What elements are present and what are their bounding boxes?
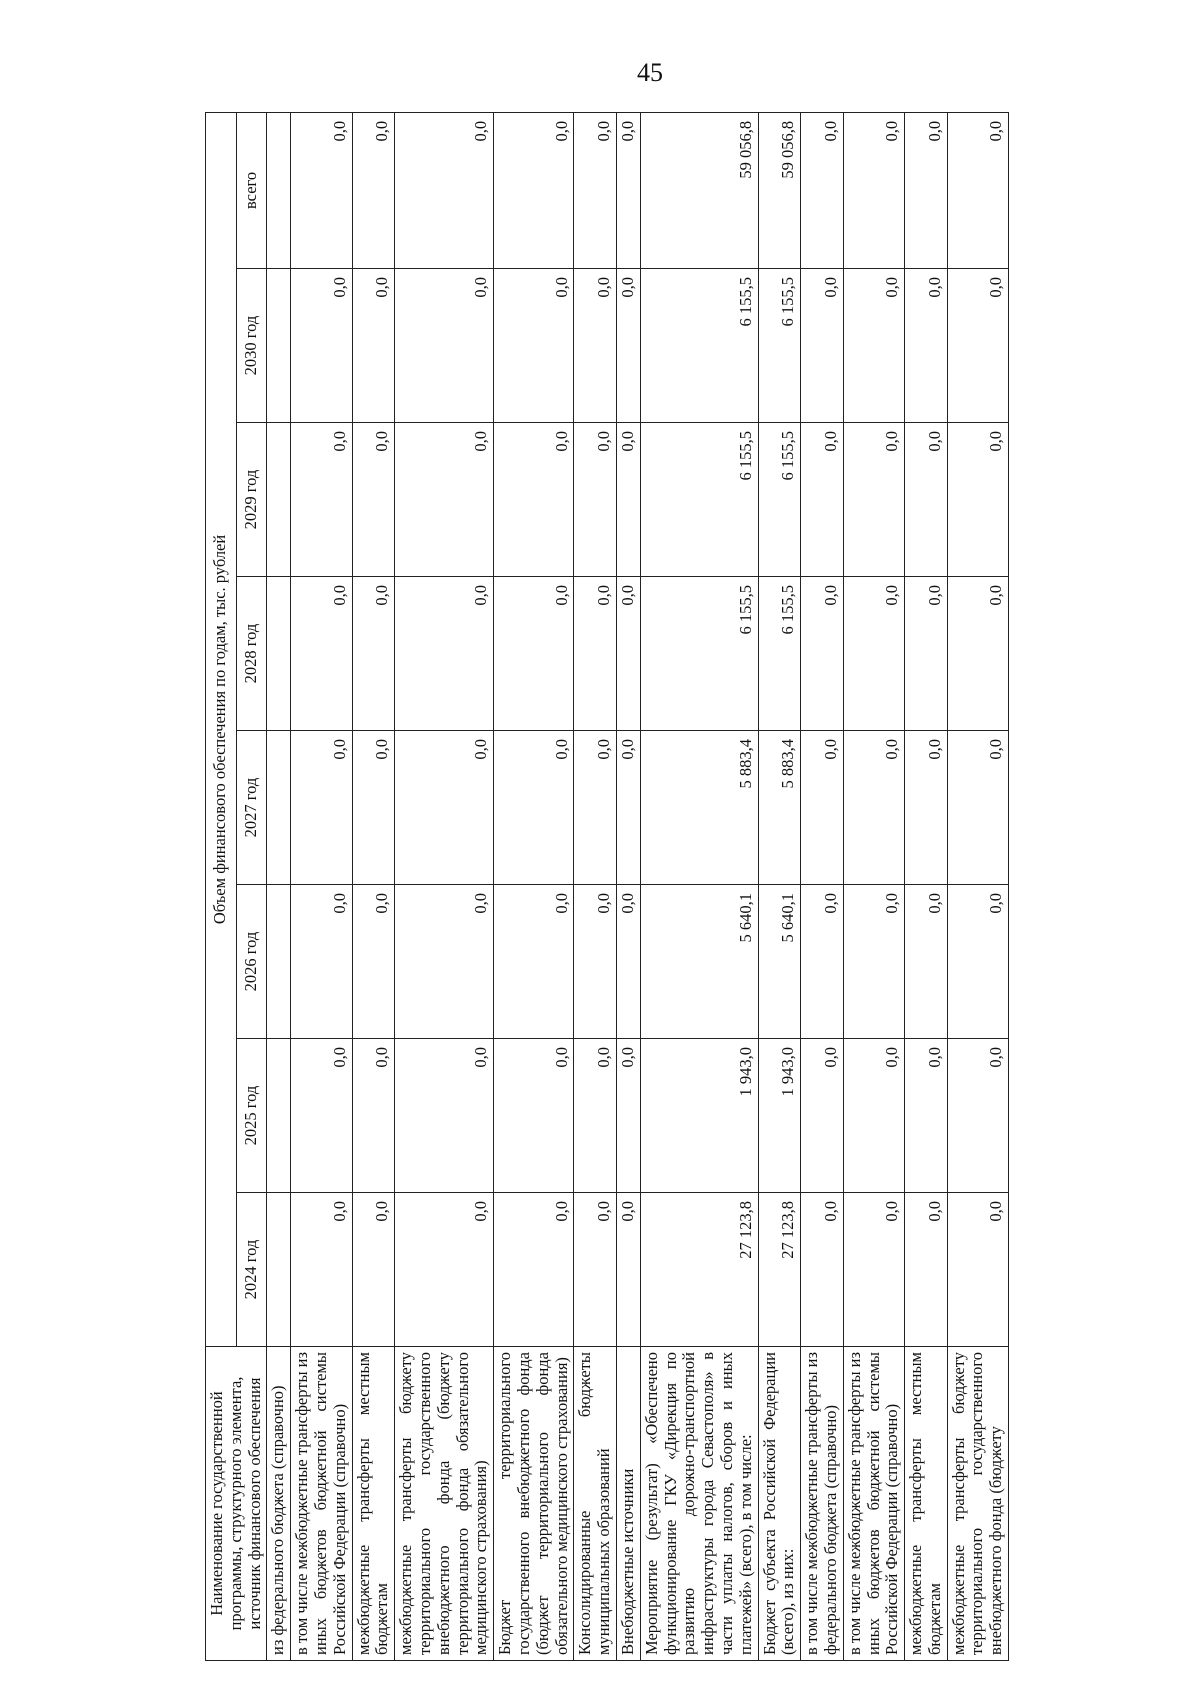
row-year-value: 0,0 bbox=[395, 423, 494, 577]
row-year-value bbox=[267, 731, 291, 885]
row-year-value: 0,0 bbox=[291, 577, 352, 731]
row-year-value: 6 155,5 bbox=[640, 423, 758, 577]
row-year-value: 0,0 bbox=[352, 577, 395, 731]
row-year-value: 0,0 bbox=[574, 1193, 617, 1347]
row-year-value: 0,0 bbox=[616, 885, 640, 1039]
table-row bbox=[758, 112, 801, 1660]
row-year-value: 0,0 bbox=[395, 269, 494, 423]
row-year-value: 0,0 bbox=[616, 731, 640, 885]
row-year-value: 0,0 bbox=[947, 885, 1008, 1039]
row-year-value: 0,0 bbox=[905, 731, 948, 885]
row-year-value: 0,0 bbox=[801, 269, 844, 423]
row-year-value: 0,0 bbox=[395, 731, 494, 885]
row-year-value: 0,0 bbox=[291, 269, 352, 423]
row-year-value: 0,0 bbox=[291, 423, 352, 577]
row-year-value: 6 155,5 bbox=[640, 577, 758, 731]
row-year-value: 0,0 bbox=[905, 1039, 948, 1193]
row-year-value: 0,0 bbox=[395, 885, 494, 1039]
row-year-value: 0,0 bbox=[801, 1039, 844, 1193]
row-year-value: 0,0 bbox=[574, 731, 617, 885]
header-year: 2028 год bbox=[236, 577, 267, 731]
financing-table bbox=[205, 112, 1009, 1661]
table-row bbox=[801, 112, 844, 1660]
row-total-value: 0,0 bbox=[291, 112, 352, 268]
header-year: 2024 год bbox=[236, 1193, 267, 1347]
header-year: 2025 год bbox=[236, 1039, 267, 1193]
row-year-value: 6 155,5 bbox=[758, 423, 801, 577]
table-row bbox=[843, 112, 904, 1660]
row-total-value: 0,0 bbox=[395, 112, 494, 268]
row-year-value: 0,0 bbox=[574, 577, 617, 731]
row-year-value: 0,0 bbox=[616, 269, 640, 423]
row-year-value: 5 883,4 bbox=[640, 731, 758, 885]
row-total-value: 0,0 bbox=[352, 112, 395, 268]
row-year-value: 0,0 bbox=[843, 1193, 904, 1347]
row-total-value: 0,0 bbox=[905, 112, 948, 268]
row-year-value: 5 883,4 bbox=[758, 731, 801, 885]
row-year-value: 0,0 bbox=[494, 423, 574, 577]
row-source-name: межбюджетные трансферты бюджету территориального государственного внебюджетного фонда (бюджету территориального фонда обязательного медицинского страхования) bbox=[395, 1347, 494, 1661]
row-source-name: межбюджетные трансферты бюджету территориального государственного внебюджетного фонда (бюджету bbox=[947, 1347, 1008, 1661]
header-year: 2026 год bbox=[236, 885, 267, 1039]
row-year-value: 0,0 bbox=[905, 1193, 948, 1347]
row-year-value: 0,0 bbox=[352, 423, 395, 577]
row-year-value: 0,0 bbox=[843, 1039, 904, 1193]
row-year-value bbox=[267, 423, 291, 577]
row-year-value: 0,0 bbox=[947, 1039, 1008, 1193]
header-year: 2030 год bbox=[236, 269, 267, 423]
row-year-value: 0,0 bbox=[801, 423, 844, 577]
row-total-value: 0,0 bbox=[843, 112, 904, 268]
row-year-value: 0,0 bbox=[947, 731, 1008, 885]
row-year-value: 5 640,1 bbox=[640, 885, 758, 1039]
row-source-name: Консолидированные бюджеты муниципальных образований bbox=[574, 1347, 617, 1661]
row-year-value: 0,0 bbox=[947, 1193, 1008, 1347]
row-year-value: 0,0 bbox=[291, 731, 352, 885]
row-year-value: 5 640,1 bbox=[758, 885, 801, 1039]
row-year-value: 0,0 bbox=[574, 885, 617, 1039]
row-year-value bbox=[267, 885, 291, 1039]
row-year-value: 0,0 bbox=[395, 1039, 494, 1193]
row-year-value bbox=[267, 1193, 291, 1347]
row-year-value: 0,0 bbox=[291, 1193, 352, 1347]
row-year-value: 0,0 bbox=[494, 1039, 574, 1193]
row-year-value: 6 155,5 bbox=[758, 269, 801, 423]
header-year: 2029 год bbox=[236, 423, 267, 577]
row-year-value: 0,0 bbox=[843, 423, 904, 577]
row-year-value: 0,0 bbox=[574, 1039, 617, 1193]
row-total-value: 0,0 bbox=[801, 112, 844, 268]
row-year-value: 0,0 bbox=[905, 423, 948, 577]
row-year-value: 0,0 bbox=[905, 269, 948, 423]
row-year-value: 0,0 bbox=[494, 1193, 574, 1347]
row-year-value: 27 123,8 bbox=[640, 1193, 758, 1347]
row-total-value: 0,0 bbox=[574, 112, 617, 268]
row-year-value: 0,0 bbox=[905, 577, 948, 731]
row-year-value: 0,0 bbox=[801, 577, 844, 731]
row-year-value: 1 943,0 bbox=[640, 1039, 758, 1193]
table-row bbox=[267, 112, 291, 1660]
row-year-value: 0,0 bbox=[616, 577, 640, 731]
row-year-value: 1 943,0 bbox=[758, 1039, 801, 1193]
row-year-value: 6 155,5 bbox=[758, 577, 801, 731]
row-year-value: 0,0 bbox=[494, 731, 574, 885]
table-row bbox=[947, 112, 1008, 1660]
table-row bbox=[494, 112, 574, 1660]
row-year-value bbox=[267, 577, 291, 731]
row-year-value: 0,0 bbox=[843, 577, 904, 731]
row-year-value: 0,0 bbox=[352, 731, 395, 885]
row-total-value: 0,0 bbox=[494, 112, 574, 268]
row-year-value: 0,0 bbox=[843, 885, 904, 1039]
row-year-value: 0,0 bbox=[947, 423, 1008, 577]
header-row-group bbox=[206, 112, 237, 1660]
row-year-value: 0,0 bbox=[352, 1039, 395, 1193]
table-row bbox=[395, 112, 494, 1660]
row-year-value: 27 123,8 bbox=[758, 1193, 801, 1347]
row-source-name: в том числе межбюджетные трансферты из федерального бюджета (справочно) bbox=[801, 1347, 844, 1661]
row-year-value: 0,0 bbox=[494, 577, 574, 731]
row-year-value: 0,0 bbox=[352, 885, 395, 1039]
row-total-value bbox=[267, 112, 291, 268]
row-source-name: межбюджетные трансферты местным бюджетам bbox=[905, 1347, 948, 1661]
rotated-table-wrapper bbox=[205, 113, 1105, 1661]
row-year-value: 0,0 bbox=[395, 577, 494, 731]
row-year-value: 0,0 bbox=[843, 269, 904, 423]
row-year-value: 0,0 bbox=[291, 1039, 352, 1193]
header-financing-group: Объем финансового обеспечения по годам, тыс. рублей bbox=[206, 112, 237, 1346]
row-year-value: 0,0 bbox=[291, 885, 352, 1039]
row-year-value: 0,0 bbox=[801, 885, 844, 1039]
table-body bbox=[267, 112, 1009, 1660]
row-year-value: 0,0 bbox=[494, 269, 574, 423]
row-source-name: Мероприятие (результат) «Обеспечено функционирование ГКУ «Дирекция по развитию дорожно-транспортной инфраструктуры города Севастополя» в части уплаты налогов, сборов и иных платежей» (всего), в том числе: bbox=[640, 1347, 758, 1661]
row-year-value: 0,0 bbox=[947, 269, 1008, 423]
table-row bbox=[291, 112, 352, 1660]
row-year-value: 0,0 bbox=[352, 269, 395, 423]
row-source-name: Бюджет территориального государственного внебюджетного фонда (бюджет территориального фонда обязательного медицинского страхования) bbox=[494, 1347, 574, 1661]
row-source-name: из федерального бюджета (справочно) bbox=[267, 1347, 291, 1661]
header-name-column: Наименование государственной программы, структурного элемента, источник финансового обеспечения bbox=[206, 1347, 267, 1661]
row-year-value bbox=[267, 1039, 291, 1193]
row-source-name: Бюджет субъекта Российской Федерации (всего), из них: bbox=[758, 1347, 801, 1661]
row-year-value: 0,0 bbox=[801, 731, 844, 885]
row-total-value: 59 056,8 bbox=[640, 112, 758, 268]
row-year-value: 0,0 bbox=[574, 269, 617, 423]
row-source-name: в том числе межбюджетные трансферты из иных бюджетов бюджетной системы Российской Федерации (справочно) bbox=[843, 1347, 904, 1661]
table-row bbox=[616, 112, 640, 1660]
row-source-name: межбюджетные трансферты местным бюджетам bbox=[352, 1347, 395, 1661]
row-year-value: 0,0 bbox=[616, 1039, 640, 1193]
row-year-value: 0,0 bbox=[616, 423, 640, 577]
row-year-value: 0,0 bbox=[801, 1193, 844, 1347]
row-year-value bbox=[267, 269, 291, 423]
row-year-value: 6 155,5 bbox=[640, 269, 758, 423]
header-year: 2027 год bbox=[236, 731, 267, 885]
row-year-value: 0,0 bbox=[843, 731, 904, 885]
row-year-value: 0,0 bbox=[905, 885, 948, 1039]
row-year-value: 0,0 bbox=[616, 1193, 640, 1347]
row-source-name: Внебюджетные источники bbox=[616, 1347, 640, 1661]
row-year-value: 0,0 bbox=[574, 423, 617, 577]
table-row bbox=[640, 112, 758, 1660]
table-row bbox=[905, 112, 948, 1660]
row-total-value: 59 056,8 bbox=[758, 112, 801, 268]
header-total: всего bbox=[236, 112, 267, 268]
row-year-value: 0,0 bbox=[494, 885, 574, 1039]
row-source-name: в том числе межбюджетные трансферты из иных бюджетов бюджетной системы Российской Федерации (справочно) bbox=[291, 1347, 352, 1661]
row-year-value: 0,0 bbox=[395, 1193, 494, 1347]
table-row bbox=[574, 112, 617, 1660]
row-year-value: 0,0 bbox=[352, 1193, 395, 1347]
row-year-value: 0,0 bbox=[947, 577, 1008, 731]
row-total-value: 0,0 bbox=[947, 112, 1008, 268]
page-number: 45 bbox=[637, 58, 663, 87]
table-row bbox=[352, 112, 395, 1660]
row-total-value: 0,0 bbox=[616, 112, 640, 268]
